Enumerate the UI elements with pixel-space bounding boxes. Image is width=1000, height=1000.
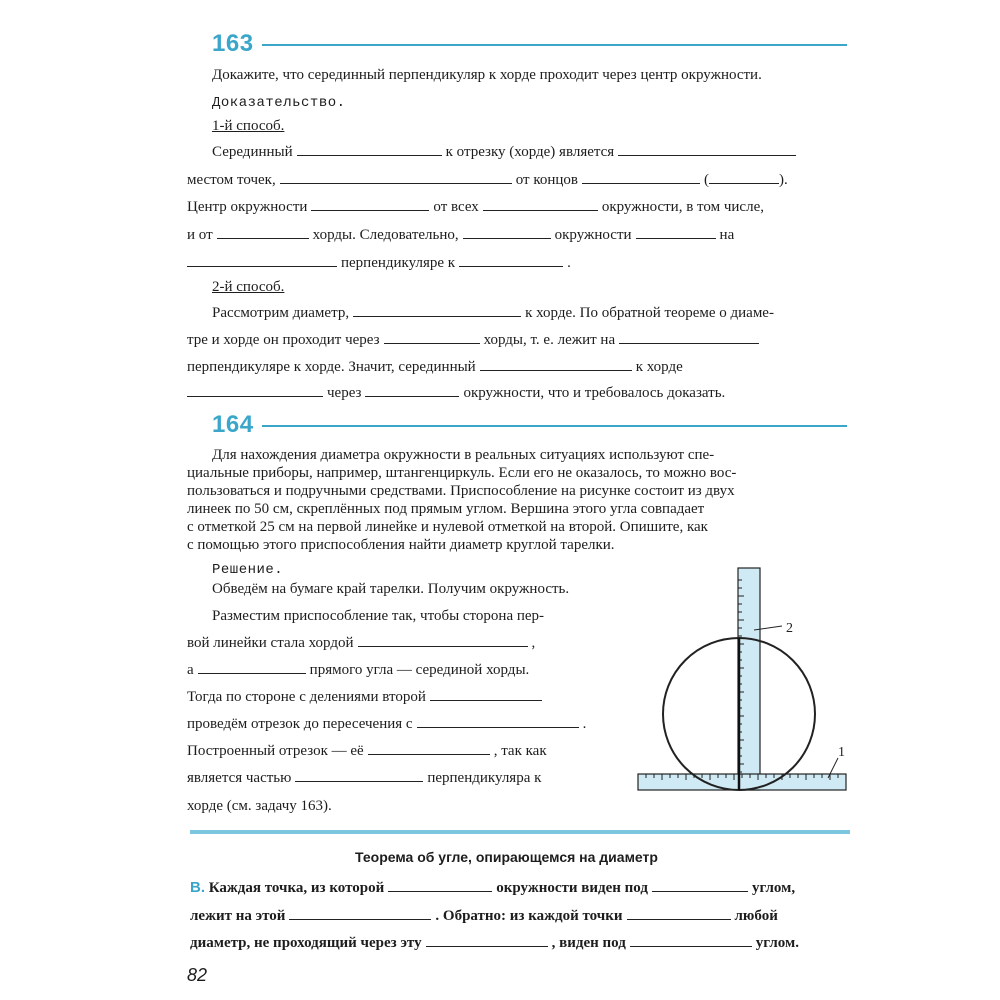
text: от концов [515,172,578,188]
solution-line-5 [187,688,546,706]
text: углом, [751,880,796,896]
m1-line-2 [187,171,788,189]
blank[interactable] [368,742,490,755]
blank[interactable] [297,143,442,156]
blank[interactable] [483,198,598,211]
m1-line-1 [212,143,800,161]
blank[interactable] [384,331,480,344]
blank[interactable] [295,769,423,782]
task-163-number: 163 [212,30,254,57]
task-164-p1: Для нахождения диаметра окружности в реальных ситуациях используют спе- [212,447,715,463]
m2-line-4 [187,384,725,402]
method-1-label: 1-й способ. [212,118,285,134]
text: перпендикуляра к [427,770,542,786]
text: а [187,662,194,678]
task-164-p3: пользоваться и подручными средствами. Приспособление на рисунке состоит из двух [187,483,735,499]
text: окружности виден под [496,880,648,896]
task-164-p2: циальные приборы, например, штангенциркуль. Если его не оказалось, то можно вос- [187,465,737,481]
text: . [567,255,571,271]
label-1: 1 [838,745,845,760]
text: , виден под [551,935,626,951]
text: ( [704,172,709,188]
theorem-line-2 [190,907,778,925]
theorem-separator [190,830,850,834]
blank[interactable] [187,384,323,397]
text: проведём отрезок до пересечения с [187,716,413,732]
blank[interactable] [289,907,431,920]
blank[interactable] [652,879,748,892]
text: углом. [755,935,799,951]
task-164-rule [262,425,847,427]
text: , так как [493,743,547,759]
text: прямого угла — серединой хорды. [309,662,530,678]
blank[interactable] [426,934,548,947]
blank[interactable] [463,226,551,239]
solution-line-1: Обведём на бумаге край тарелки. Получим окружность. [212,581,570,597]
text: . Обратно: из каждой точки [435,908,623,924]
blank[interactable] [618,143,796,156]
task-164-p6: с помощью этого приспособления найти диаметр круглой тарелки. [187,537,615,553]
text: местом точек, [187,172,276,188]
solution-line-8 [187,769,541,787]
task-164-p5: с отметкой 25 см на первой линейке и нулевой отметкой на второй. Опишите, как [187,519,708,535]
proof-label: Доказательство. [212,95,346,111]
text: тре и хорде он проходит через [187,332,380,348]
blank[interactable] [582,171,700,184]
blank[interactable] [430,688,542,701]
text: любой [734,908,778,924]
blank[interactable] [187,254,337,267]
ruler-2 [738,568,760,790]
label-2: 2 [786,621,793,636]
text: и от [187,227,213,243]
text: хорды, т. е. лежит на [483,332,616,348]
solution-line-2: Разместим приспособление так, чтобы сторона пер- [212,608,545,624]
m2-line-3 [187,358,683,376]
blank[interactable] [280,171,512,184]
text: вой линейки стала хордой [187,635,354,651]
text: через [327,385,362,401]
m2-line-1 [212,304,774,322]
solution-line-4 [187,661,529,679]
text: Серединный [212,144,293,160]
text: является частью [187,770,292,786]
text: Рассмотрим диаметр, [212,305,350,321]
solution-line-9: хорде (см. задачу 163). [187,798,332,814]
blank[interactable] [630,934,752,947]
theorem-marker: В. [190,879,205,896]
m1-line-3 [187,198,764,216]
blank[interactable] [619,331,759,344]
blank[interactable] [198,661,306,674]
text: перпендикуляре к хорде. Значит, серединный [187,359,476,375]
task-164-number: 164 [212,411,254,438]
text: Тогда по стороне с делениями второй [187,689,426,705]
text: перпендикуляре к [341,255,456,271]
blank[interactable] [217,226,309,239]
blank[interactable] [636,226,716,239]
task-164-p4: линеек по 50 см, скреплённых под прямым углом. Вершина этого угла совпадает [187,501,705,517]
text: на [719,227,735,243]
task-163-rule [262,44,847,46]
m2-line-2 [187,331,763,349]
solution-label: Решение. [212,562,284,578]
theorem-title: Теорема об угле, опирающемся на диаметр [355,849,658,865]
task-163-statement: Докажите, что серединный перпендикуляр к хорде проходит через центр окружности. [212,67,762,83]
text: от всех [433,199,479,215]
text: к хорде [635,359,683,375]
text: Каждая точка, из которой [208,880,385,896]
m1-line-4 [187,226,734,244]
blank[interactable] [709,171,779,184]
theorem-line-1 [190,879,795,897]
text: ). [779,172,788,188]
theorem-line-3 [190,934,799,952]
solution-line-7 [187,742,547,760]
text: лежит на этой [190,908,286,924]
blank[interactable] [365,384,459,397]
blank[interactable] [311,198,429,211]
page-number: 82 [187,965,208,985]
text: хорды. Следовательно, [312,227,459,243]
blank[interactable] [388,879,492,892]
solution-line-3 [187,634,535,652]
text: , [531,635,536,651]
method-2-label: 2-й способ. [212,279,285,295]
text: Построенный отрезок — её [187,743,364,759]
text: Центр окружности [187,199,308,215]
text: диаметр, не проходящий через эту [190,935,422,951]
text: к отрезку (хорде) является [445,144,615,160]
text: . [582,716,587,732]
solution-line-6 [187,715,586,733]
blank[interactable] [358,634,528,647]
m1-line-5 [187,254,571,272]
blank[interactable] [480,358,632,371]
blank[interactable] [627,907,731,920]
text: окружности [554,227,632,243]
ruler-circle-figure [632,560,852,800]
text: к хорде. По обратной теореме о диаме- [525,305,774,321]
text: окружности, в том числе, [601,199,764,215]
blank[interactable] [353,304,521,317]
blank[interactable] [459,254,563,267]
blank[interactable] [417,715,579,728]
text: окружности, что и требовалось доказать. [463,385,726,401]
